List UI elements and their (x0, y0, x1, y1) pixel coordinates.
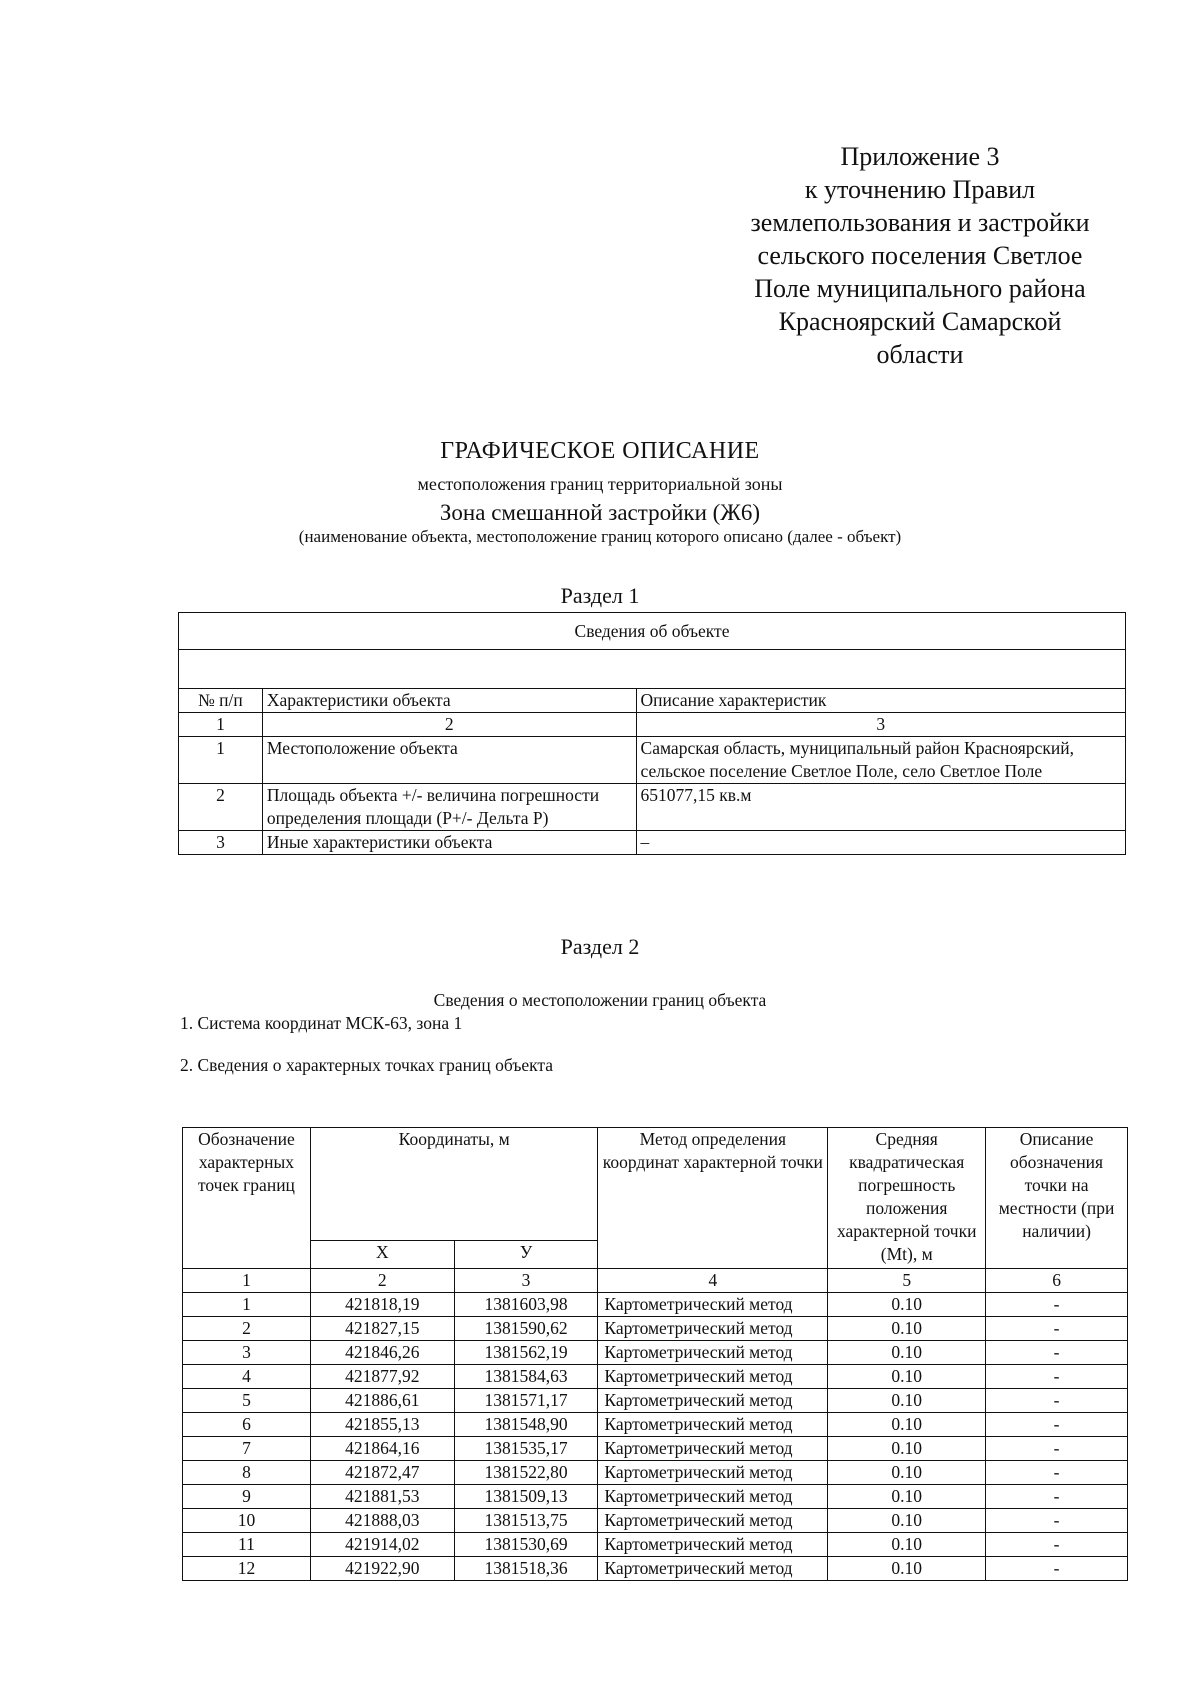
coord-y: 1381584,63 (454, 1365, 598, 1389)
table-row (183, 1365, 1128, 1389)
blank-row (179, 650, 1126, 689)
description-cell: - (986, 1365, 1128, 1389)
coord-y: 1381562,19 (454, 1341, 598, 1365)
description-cell: - (986, 1341, 1128, 1365)
zone-name: Зона смешанной застройки (Ж6) (439, 500, 761, 525)
index-row (179, 713, 1126, 737)
document-title: ГРАФИЧЕСКОЕ ОПИСАНИЕ (440, 438, 760, 464)
coord-y: 1381571,17 (454, 1389, 598, 1413)
point-number: 4 (183, 1365, 311, 1389)
index-cell: 5 (828, 1269, 986, 1293)
appendix-header (730, 140, 1110, 371)
error-cell: 0.10 (828, 1317, 986, 1341)
coord-x: 421888,03 (310, 1509, 454, 1533)
section1-heading: Раздел 1 (560, 583, 640, 608)
header-row (183, 1128, 1128, 1241)
coord-y: 1381522,80 (454, 1461, 598, 1485)
characteristic-value: 651077,15 кв.м (636, 784, 1125, 831)
document-subtitle: местоположения границ территориальной зоны (417, 474, 783, 494)
table-row (183, 1389, 1128, 1413)
appendix-line: Поле муниципального района (754, 274, 1086, 303)
coord-x: 421846,26 (310, 1341, 454, 1365)
characteristic-name: Иные характеристики объекта (262, 831, 636, 855)
blank-cell (179, 650, 1126, 689)
coord-x: 421877,92 (310, 1365, 454, 1389)
description-cell: - (986, 1557, 1128, 1581)
appendix-line: области (876, 340, 964, 369)
error-cell: 0.10 (828, 1437, 986, 1461)
coord-y: 1381535,17 (454, 1437, 598, 1461)
point-number: 5 (183, 1389, 311, 1413)
method-cell: Картометрический метод (598, 1437, 828, 1461)
error-cell: 0.10 (828, 1365, 986, 1389)
table-row (183, 1461, 1128, 1485)
error-cell: 0.10 (828, 1341, 986, 1365)
index-cell: 2 (262, 713, 636, 737)
point-number: 6 (183, 1413, 311, 1437)
description-cell: - (986, 1461, 1128, 1485)
table-row (183, 1317, 1128, 1341)
table-row (183, 1485, 1128, 1509)
table-title-row (179, 613, 1126, 650)
row-number: 2 (179, 784, 263, 831)
point-number: 11 (183, 1533, 311, 1557)
table-row (183, 1413, 1128, 1437)
error-cell: 0.10 (828, 1557, 986, 1581)
method-cell: Картометрический метод (598, 1509, 828, 1533)
coord-x: 421827,15 (310, 1317, 454, 1341)
index-cell: 1 (183, 1269, 311, 1293)
coord-x: 421922,90 (310, 1557, 454, 1581)
object-note: (наименование объекта, местоположение границ которого описано (далее - объект) (298, 527, 902, 546)
characteristic-value: Самарская область, муниципальный район Красноярский, сельское поселение Светлое Поле, село Светлое Поле (636, 737, 1125, 784)
characteristic-name: Местоположение объекта (262, 737, 636, 784)
error-cell: 0.10 (828, 1389, 986, 1413)
point-number: 8 (183, 1461, 311, 1485)
coord-x: 421864,16 (310, 1437, 454, 1461)
description-cell: - (986, 1293, 1128, 1317)
method-cell: Картометрический метод (598, 1557, 828, 1581)
point-number: 10 (183, 1509, 311, 1533)
points-heading: 2. Сведения о характерных точках границ объекта (180, 1055, 554, 1075)
index-row (183, 1269, 1128, 1293)
coord-x: 421914,02 (310, 1533, 454, 1557)
header-cell: № п/п (179, 689, 263, 713)
header-cell: Характеристики объекта (262, 689, 636, 713)
coord-y: 1381509,13 (454, 1485, 598, 1509)
table-row (183, 1509, 1128, 1533)
header-description: Описание обозначения точки на местности (при наличии) (986, 1128, 1128, 1269)
header-coordinates: Координаты, м (310, 1128, 598, 1241)
method-cell: Картометрический метод (598, 1389, 828, 1413)
error-cell: 0.10 (828, 1485, 986, 1509)
index-cell: 3 (636, 713, 1125, 737)
point-number: 1 (183, 1293, 311, 1317)
boundary-points-table (182, 1127, 1128, 1581)
index-cell: 1 (179, 713, 263, 737)
error-cell: 0.10 (828, 1509, 986, 1533)
appendix-line: сельского поселения Светлое (757, 241, 1083, 270)
appendix-line: землепользования и застройки (750, 208, 1090, 237)
row-number: 3 (179, 831, 263, 855)
coord-x: 421872,47 (310, 1461, 454, 1485)
table-row (179, 784, 1126, 831)
point-number: 3 (183, 1341, 311, 1365)
method-cell: Картометрический метод (598, 1293, 828, 1317)
characteristic-value: – (636, 831, 1125, 855)
method-cell: Картометрический метод (598, 1533, 828, 1557)
table-title: Сведения об объекте (179, 613, 1126, 650)
section2-subtitle: Сведения о местоположении границ объекта (433, 990, 767, 1010)
row-number: 1 (179, 737, 263, 784)
index-cell: 6 (986, 1269, 1128, 1293)
header-error: Средняя квадратическая погрешность положения характерной точки (Mt), м (828, 1128, 986, 1269)
coord-y: 1381548,90 (454, 1413, 598, 1437)
error-cell: 0.10 (828, 1413, 986, 1437)
table-row (183, 1293, 1128, 1317)
header-designation: Обозначение характерных точек границ (183, 1128, 311, 1269)
description-cell: - (986, 1533, 1128, 1557)
method-cell: Картометрический метод (598, 1341, 828, 1365)
coord-x: 421855,13 (310, 1413, 454, 1437)
table-row (183, 1533, 1128, 1557)
description-cell: - (986, 1413, 1128, 1437)
coord-x: 421818,19 (310, 1293, 454, 1317)
table-row (179, 831, 1126, 855)
description-cell: - (986, 1317, 1128, 1341)
method-cell: Картометрический метод (598, 1365, 828, 1389)
method-cell: Картометрический метод (598, 1461, 828, 1485)
coordinate-system: 1. Система координат МСК-63, зона 1 (180, 1013, 463, 1033)
header-x: Х (310, 1241, 454, 1269)
method-cell: Картометрический метод (598, 1413, 828, 1437)
table-row (179, 737, 1126, 784)
coord-x: 421881,53 (310, 1485, 454, 1509)
object-info-table (178, 612, 1126, 855)
point-number: 9 (183, 1485, 311, 1509)
coord-y: 1381513,75 (454, 1509, 598, 1533)
point-number: 12 (183, 1557, 311, 1581)
characteristic-name: Площадь объекта +/- величина погрешности определения площади (Р+/- Дельта Р) (262, 784, 636, 831)
table-row (183, 1557, 1128, 1581)
method-cell: Картометрический метод (598, 1485, 828, 1509)
description-cell: - (986, 1509, 1128, 1533)
method-cell: Картометрический метод (598, 1317, 828, 1341)
description-cell: - (986, 1389, 1128, 1413)
table-row (183, 1341, 1128, 1365)
header-method: Метод определения координат характерной точки (598, 1128, 828, 1269)
point-number: 2 (183, 1317, 311, 1341)
coord-y: 1381603,98 (454, 1293, 598, 1317)
coord-y: 1381530,69 (454, 1533, 598, 1557)
table-row (183, 1437, 1128, 1461)
appendix-line: Приложение 3 (840, 142, 1000, 171)
index-cell: 4 (598, 1269, 828, 1293)
index-cell: 2 (310, 1269, 454, 1293)
description-cell: - (986, 1437, 1128, 1461)
error-cell: 0.10 (828, 1461, 986, 1485)
appendix-line: Красноярский Самарской (778, 307, 1062, 336)
coord-y: 1381590,62 (454, 1317, 598, 1341)
coord-y: 1381518,36 (454, 1557, 598, 1581)
header-row (179, 689, 1126, 713)
header-cell: Описание характеристик (636, 689, 1125, 713)
section2-heading: Раздел 2 (560, 934, 640, 959)
point-number: 7 (183, 1437, 311, 1461)
error-cell: 0.10 (828, 1293, 986, 1317)
header-y: У (454, 1241, 598, 1269)
description-cell: - (986, 1485, 1128, 1509)
error-cell: 0.10 (828, 1533, 986, 1557)
index-cell: 3 (454, 1269, 598, 1293)
appendix-line: к уточнению Правил (804, 175, 1036, 204)
coord-x: 421886,61 (310, 1389, 454, 1413)
